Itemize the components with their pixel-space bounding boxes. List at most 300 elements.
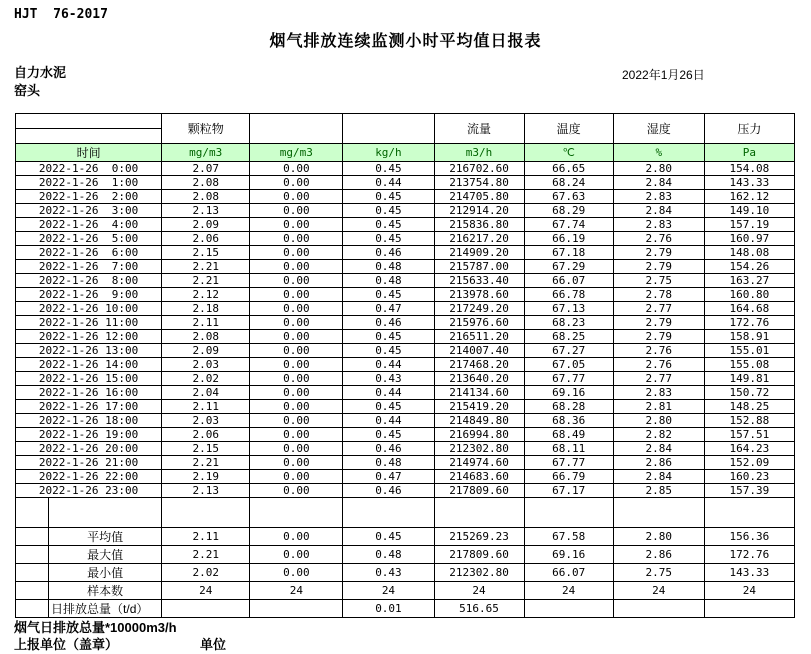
summary-blank-cell (16, 546, 49, 564)
time-column-header: 时间 (16, 144, 162, 162)
table-row (16, 330, 795, 344)
value-cell: 2.86 (613, 456, 704, 470)
company-name: 自力水泥 (14, 65, 67, 80)
summary-label: 最小值 (49, 564, 162, 582)
time-cell: 2022-1-26 19:00 (16, 428, 162, 442)
table-row (16, 274, 795, 288)
value-cell: 66.65 (524, 162, 613, 176)
value-cell: 0.45 (343, 162, 434, 176)
value-cell: 149.10 (704, 204, 794, 218)
standard-code: HJT 76-2017 (14, 7, 108, 22)
table-row (16, 600, 795, 618)
summary-value-cell: 69.16 (524, 546, 613, 564)
value-cell: 148.08 (704, 246, 794, 260)
value-cell: 0.48 (343, 260, 434, 274)
value-cell: 2.80 (613, 162, 704, 176)
value-cell: 2.21 (162, 260, 250, 274)
spacer-cell (16, 498, 49, 528)
table-row (16, 176, 795, 190)
summary-value-cell: 0.01 (343, 600, 434, 618)
value-cell: 0.00 (250, 288, 343, 302)
table-row (16, 260, 795, 274)
value-cell: 216702.60 (434, 162, 524, 176)
time-cell: 2022-1-26 8:00 (16, 274, 162, 288)
table-row (16, 386, 795, 400)
spacer-cell (49, 498, 162, 528)
value-cell: 0.00 (250, 162, 343, 176)
value-cell: 0.00 (250, 400, 343, 414)
value-cell: 217468.20 (434, 358, 524, 372)
value-cell: 2.81 (613, 400, 704, 414)
value-cell: 213754.80 (434, 176, 524, 190)
table-row (16, 414, 795, 428)
value-cell: 0.46 (343, 484, 434, 498)
summary-value-cell: 24 (524, 582, 613, 600)
value-cell: 155.08 (704, 358, 794, 372)
value-cell: 0.00 (250, 484, 343, 498)
summary-value-cell: 0.00 (250, 546, 343, 564)
summary-value-cell: 24 (343, 582, 434, 600)
summary-value-cell (250, 600, 343, 618)
value-cell: 0.46 (343, 246, 434, 260)
value-cell: 0.48 (343, 456, 434, 470)
summary-value-cell: 66.07 (524, 564, 613, 582)
summary-value-cell: 217809.60 (434, 546, 524, 564)
value-cell: 152.88 (704, 414, 794, 428)
value-cell: 160.23 (704, 470, 794, 484)
value-cell: 215976.60 (434, 316, 524, 330)
value-cell: 0.48 (343, 274, 434, 288)
value-cell: 68.49 (524, 428, 613, 442)
summary-value-cell: 0.45 (343, 528, 434, 546)
column-group-header: 湿度 (613, 114, 704, 144)
header-blank-cell (343, 114, 434, 144)
table-row (16, 344, 795, 358)
value-cell: 214134.60 (434, 386, 524, 400)
unit-header-cell: Pa (704, 144, 794, 162)
value-cell: 68.23 (524, 316, 613, 330)
value-cell: 0.44 (343, 414, 434, 428)
time-cell: 2022-1-26 16:00 (16, 386, 162, 400)
value-cell: 0.00 (250, 470, 343, 484)
value-cell: 0.45 (343, 218, 434, 232)
header-blank-cell (16, 129, 162, 144)
value-cell: 0.00 (250, 386, 343, 400)
value-cell: 67.27 (524, 344, 613, 358)
summary-value-cell: 143.33 (704, 564, 794, 582)
value-cell: 158.91 (704, 330, 794, 344)
value-cell: 2.09 (162, 344, 250, 358)
value-cell: 215836.80 (434, 218, 524, 232)
value-cell: 66.19 (524, 232, 613, 246)
column-group-header: 流量 (434, 114, 524, 144)
table-row (16, 190, 795, 204)
value-cell: 0.00 (250, 190, 343, 204)
page-title: 烟气排放连续监测小时平均值日报表 (269, 33, 542, 50)
spacer-cell (343, 498, 434, 528)
summary-value-cell: 24 (613, 582, 704, 600)
time-cell: 2022-1-26 10:00 (16, 302, 162, 316)
value-cell: 0.00 (250, 330, 343, 344)
value-cell: 2.08 (162, 176, 250, 190)
spacer-cell (162, 498, 250, 528)
table-row (16, 442, 795, 456)
value-cell: 2.75 (613, 274, 704, 288)
value-cell: 2.83 (613, 386, 704, 400)
value-cell: 0.00 (250, 316, 343, 330)
summary-value-cell: 2.86 (613, 546, 704, 564)
value-cell: 150.72 (704, 386, 794, 400)
value-cell: 0.46 (343, 442, 434, 456)
station-name: 窑头 (14, 83, 41, 98)
value-cell: 2.79 (613, 260, 704, 274)
value-cell: 143.33 (704, 176, 794, 190)
time-cell: 2022-1-26 6:00 (16, 246, 162, 260)
value-cell: 2.18 (162, 302, 250, 316)
summary-value-cell: 156.36 (704, 528, 794, 546)
summary-value-cell: 24 (250, 582, 343, 600)
unit-header-cell: ℃ (524, 144, 613, 162)
value-cell: 66.07 (524, 274, 613, 288)
table-row (16, 144, 795, 162)
value-cell: 2.11 (162, 400, 250, 414)
column-group-header: 颗粒物 (162, 114, 250, 144)
value-cell: 217809.60 (434, 484, 524, 498)
time-cell: 2022-1-26 1:00 (16, 176, 162, 190)
table-row (16, 372, 795, 386)
table-row (16, 316, 795, 330)
column-group-header: 温度 (524, 114, 613, 144)
value-cell: 213978.60 (434, 288, 524, 302)
value-cell: 2.76 (613, 358, 704, 372)
unit-header-cell: mg/m3 (162, 144, 250, 162)
summary-value-cell (524, 600, 613, 618)
report-table (15, 113, 795, 618)
value-cell: 67.13 (524, 302, 613, 316)
value-cell: 0.44 (343, 176, 434, 190)
value-cell: 0.00 (250, 372, 343, 386)
summary-value-cell: 0.00 (250, 564, 343, 582)
value-cell: 160.80 (704, 288, 794, 302)
summary-value-cell: 2.75 (613, 564, 704, 582)
value-cell: 0.44 (343, 386, 434, 400)
value-cell: 157.19 (704, 218, 794, 232)
header-blank-cell (16, 114, 162, 129)
value-cell: 0.00 (250, 358, 343, 372)
summary-value-cell: 2.80 (613, 528, 704, 546)
value-cell: 68.24 (524, 176, 613, 190)
value-cell: 2.13 (162, 484, 250, 498)
value-cell: 216217.20 (434, 232, 524, 246)
value-cell: 0.00 (250, 274, 343, 288)
footnote-flow-total: 烟气日排放总量*10000m3/h (14, 620, 177, 635)
summary-value-cell: 516.65 (434, 600, 524, 618)
value-cell: 172.76 (704, 316, 794, 330)
time-cell: 2022-1-26 22:00 (16, 470, 162, 484)
value-cell: 157.51 (704, 428, 794, 442)
summary-label: 样本数 (49, 582, 162, 600)
value-cell: 2.82 (613, 428, 704, 442)
value-cell: 0.00 (250, 302, 343, 316)
value-cell: 66.79 (524, 470, 613, 484)
summary-label: 日排放总量（t/d） (49, 600, 162, 618)
value-cell: 0.00 (250, 442, 343, 456)
time-cell: 2022-1-26 12:00 (16, 330, 162, 344)
summary-value-cell: 2.11 (162, 528, 250, 546)
value-cell: 2.85 (613, 484, 704, 498)
summary-value-cell: 67.58 (524, 528, 613, 546)
time-cell: 2022-1-26 7:00 (16, 260, 162, 274)
value-cell: 0.45 (343, 190, 434, 204)
spacer-cell (704, 498, 794, 528)
value-cell: 212302.80 (434, 442, 524, 456)
value-cell: 0.45 (343, 204, 434, 218)
time-cell: 2022-1-26 13:00 (16, 344, 162, 358)
value-cell: 67.29 (524, 260, 613, 274)
unit-header-cell: m3/h (434, 144, 524, 162)
summary-value-cell (704, 600, 794, 618)
summary-value-cell: 24 (704, 582, 794, 600)
time-cell: 2022-1-26 0:00 (16, 162, 162, 176)
value-cell: 214007.40 (434, 344, 524, 358)
value-cell: 212914.20 (434, 204, 524, 218)
value-cell: 0.00 (250, 176, 343, 190)
value-cell: 214705.80 (434, 190, 524, 204)
value-cell: 2.79 (613, 246, 704, 260)
summary-value-cell: 24 (162, 582, 250, 600)
value-cell: 2.83 (613, 190, 704, 204)
time-cell: 2022-1-26 21:00 (16, 456, 162, 470)
time-cell: 2022-1-26 20:00 (16, 442, 162, 456)
value-cell: 0.44 (343, 358, 434, 372)
value-cell: 2.15 (162, 442, 250, 456)
value-cell: 2.11 (162, 316, 250, 330)
table-row (16, 218, 795, 232)
value-cell: 0.45 (343, 428, 434, 442)
summary-value-cell: 212302.80 (434, 564, 524, 582)
table-row (16, 302, 795, 316)
value-cell: 0.00 (250, 204, 343, 218)
value-cell: 214849.80 (434, 414, 524, 428)
value-cell: 2.08 (162, 190, 250, 204)
value-cell: 68.25 (524, 330, 613, 344)
value-cell: 67.77 (524, 372, 613, 386)
table-row (16, 498, 795, 528)
value-cell: 164.68 (704, 302, 794, 316)
unit-header-cell: kg/h (343, 144, 434, 162)
table-row (16, 232, 795, 246)
value-cell: 2.08 (162, 330, 250, 344)
value-cell: 2.78 (613, 288, 704, 302)
value-cell: 2.76 (613, 232, 704, 246)
value-cell: 157.39 (704, 484, 794, 498)
table-row (16, 204, 795, 218)
spacer-cell (524, 498, 613, 528)
unit-header-cell: mg/m3 (250, 144, 343, 162)
value-cell: 2.84 (613, 204, 704, 218)
value-cell: 149.81 (704, 372, 794, 386)
unit-label: 单位 (200, 637, 227, 652)
value-cell: 2.77 (613, 372, 704, 386)
time-cell: 2022-1-26 2:00 (16, 190, 162, 204)
value-cell: 0.43 (343, 372, 434, 386)
value-cell: 152.09 (704, 456, 794, 470)
table-row (16, 546, 795, 564)
table-row (16, 162, 795, 176)
value-cell: 0.45 (343, 288, 434, 302)
value-cell: 2.79 (613, 330, 704, 344)
value-cell: 2.09 (162, 218, 250, 232)
value-cell: 0.45 (343, 330, 434, 344)
table-row (16, 582, 795, 600)
summary-value-cell: 215269.23 (434, 528, 524, 546)
value-cell: 216511.20 (434, 330, 524, 344)
value-cell: 68.36 (524, 414, 613, 428)
value-cell: 2.07 (162, 162, 250, 176)
time-cell: 2022-1-26 15:00 (16, 372, 162, 386)
value-cell: 0.47 (343, 302, 434, 316)
value-cell: 0.47 (343, 470, 434, 484)
reporting-unit-label: 上报单位（盖章） (14, 637, 119, 652)
value-cell: 67.18 (524, 246, 613, 260)
summary-value-cell: 0.43 (343, 564, 434, 582)
value-cell: 2.84 (613, 442, 704, 456)
value-cell: 0.00 (250, 456, 343, 470)
value-cell: 154.08 (704, 162, 794, 176)
summary-label: 平均值 (49, 528, 162, 546)
value-cell: 67.77 (524, 456, 613, 470)
value-cell: 67.74 (524, 218, 613, 232)
value-cell: 2.76 (613, 344, 704, 358)
value-cell: 2.84 (613, 470, 704, 484)
value-cell: 2.83 (613, 218, 704, 232)
time-cell: 2022-1-26 11:00 (16, 316, 162, 330)
value-cell: 214974.60 (434, 456, 524, 470)
value-cell: 162.12 (704, 190, 794, 204)
header-blank-cell (250, 114, 343, 144)
time-cell: 2022-1-26 23:00 (16, 484, 162, 498)
value-cell: 2.03 (162, 414, 250, 428)
table-row (16, 528, 795, 546)
table-row (16, 484, 795, 498)
table-row (16, 358, 795, 372)
value-cell: 163.27 (704, 274, 794, 288)
value-cell: 2.15 (162, 246, 250, 260)
report-date: 2022年1月26日 (622, 68, 705, 82)
table-row (16, 400, 795, 414)
spacer-cell (434, 498, 524, 528)
value-cell: 2.04 (162, 386, 250, 400)
value-cell: 2.80 (613, 414, 704, 428)
value-cell: 0.45 (343, 400, 434, 414)
value-cell: 0.00 (250, 246, 343, 260)
summary-blank-cell (16, 582, 49, 600)
summary-blank-cell (16, 528, 49, 546)
time-cell: 2022-1-26 9:00 (16, 288, 162, 302)
summary-blank-cell (16, 564, 49, 582)
value-cell: 69.16 (524, 386, 613, 400)
spacer-cell (613, 498, 704, 528)
value-cell: 164.23 (704, 442, 794, 456)
table-row (16, 246, 795, 260)
summary-value-cell: 0.48 (343, 546, 434, 564)
value-cell: 0.00 (250, 428, 343, 442)
value-cell: 68.28 (524, 400, 613, 414)
value-cell: 214683.60 (434, 470, 524, 484)
value-cell: 0.00 (250, 414, 343, 428)
value-cell: 68.11 (524, 442, 613, 456)
value-cell: 0.00 (250, 218, 343, 232)
value-cell: 67.63 (524, 190, 613, 204)
value-cell: 2.06 (162, 428, 250, 442)
spacer-cell (250, 498, 343, 528)
value-cell: 2.77 (613, 302, 704, 316)
time-cell: 2022-1-26 3:00 (16, 204, 162, 218)
value-cell: 67.17 (524, 484, 613, 498)
column-group-header: 压力 (704, 114, 794, 144)
value-cell: 154.26 (704, 260, 794, 274)
table-row (16, 564, 795, 582)
value-cell: 2.12 (162, 288, 250, 302)
value-cell: 2.02 (162, 372, 250, 386)
summary-label: 最大值 (49, 546, 162, 564)
value-cell: 217249.20 (434, 302, 524, 316)
summary-value-cell: 2.02 (162, 564, 250, 582)
table-row (16, 470, 795, 484)
value-cell: 0.00 (250, 260, 343, 274)
value-cell: 2.19 (162, 470, 250, 484)
value-cell: 2.21 (162, 456, 250, 470)
unit-header-cell: % (613, 144, 704, 162)
summary-value-cell (162, 600, 250, 618)
summary-value-cell (613, 600, 704, 618)
value-cell: 216994.80 (434, 428, 524, 442)
value-cell: 160.97 (704, 232, 794, 246)
summary-value-cell: 24 (434, 582, 524, 600)
table-row (16, 428, 795, 442)
time-cell: 2022-1-26 18:00 (16, 414, 162, 428)
value-cell: 0.45 (343, 232, 434, 246)
table-row (16, 288, 795, 302)
summary-value-cell: 172.76 (704, 546, 794, 564)
value-cell: 2.13 (162, 204, 250, 218)
value-cell: 68.29 (524, 204, 613, 218)
value-cell: 214909.20 (434, 246, 524, 260)
value-cell: 66.78 (524, 288, 613, 302)
summary-blank-cell (16, 600, 49, 618)
table-row (16, 114, 795, 129)
table-row (16, 456, 795, 470)
value-cell: 0.46 (343, 316, 434, 330)
value-cell: 155.01 (704, 344, 794, 358)
value-cell: 2.79 (613, 316, 704, 330)
value-cell: 2.21 (162, 274, 250, 288)
value-cell: 215633.40 (434, 274, 524, 288)
value-cell: 0.00 (250, 344, 343, 358)
time-cell: 2022-1-26 4:00 (16, 218, 162, 232)
value-cell: 148.25 (704, 400, 794, 414)
value-cell: 2.84 (613, 176, 704, 190)
value-cell: 0.00 (250, 232, 343, 246)
time-cell: 2022-1-26 17:00 (16, 400, 162, 414)
value-cell: 215787.00 (434, 260, 524, 274)
time-cell: 2022-1-26 14:00 (16, 358, 162, 372)
value-cell: 213640.20 (434, 372, 524, 386)
time-cell: 2022-1-26 5:00 (16, 232, 162, 246)
value-cell: 2.06 (162, 232, 250, 246)
value-cell: 67.05 (524, 358, 613, 372)
summary-value-cell: 2.21 (162, 546, 250, 564)
